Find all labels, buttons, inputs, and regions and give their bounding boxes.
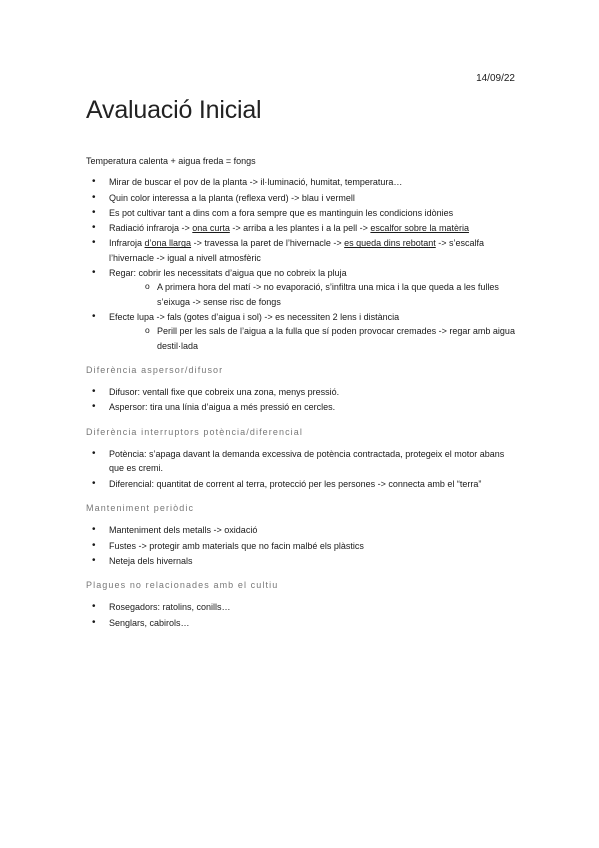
list-item: • Senglars, cabirols… [86,616,516,630]
list-item [86,236,516,265]
underlined-text: d’ona llarga [144,238,192,249]
list-item [86,310,516,353]
list-item: • Aspersor: tira una línia d’aigua a més pressió en cercles. [86,400,516,414]
section-list [86,523,516,568]
list-text: -> arriba a les plantes i a la pell -> [229,223,371,234]
underlined-text: es queda dins rebotant [344,238,436,249]
section-list [86,447,516,491]
list-item: • Diferencial: quantitat de corrent al terra, protecció per les persones -> connecta amb el “terra” [86,477,516,491]
list-item: • Fustes -> protegir amb materials que no facin malbé els plàstics [86,539,516,553]
sub-list [109,324,516,353]
list-text: Infraroja [109,238,145,249]
list-item [86,266,516,309]
list-item: • Rosegadors: ratolins, conills… [86,600,516,614]
list-text: -> s’escalfa l’hivernacle -> igual a nivell atmosfèric [109,238,485,263]
list-text: Radiació infraroja -> [109,223,193,234]
list-item: • Mirar de buscar el pov de la planta -> il·luminació, humitat, temperatura… [86,175,516,189]
list-item [86,221,516,235]
section-list [86,385,516,415]
list-text: Regar: cobrir les necessitats d’aigua que no cobreix la pluja [109,268,347,279]
list-item: • Quin color interessa a la planta (reflexa verd) -> blau i vermell [86,191,516,205]
section-heading: Diferència aspersor/difusor [86,364,224,375]
list-item: • Manteniment dels metalls -> oxidació [86,523,516,537]
underlined-text: ona curta [192,223,230,234]
list-item: • Potència: s’apaga davant la demanda excessiva de potència contractada, protegeix el motor abans que es cremi. [86,447,516,476]
document-date: 14/09/22 [476,73,515,84]
list-text: -> travessa la paret de l’hivernacle -> [191,238,345,249]
sub-list [109,280,516,309]
main-list [86,175,516,353]
intro-line: Temperatura calenta + aigua freda = fongs [86,156,256,166]
sub-list-item: o A primera hora del matí -> no evaporació, s’infiltra una mica i la que queda a les fulles s’eixuga -> sense risc de fongs [109,280,516,309]
document-body [86,154,516,638]
sub-list-item: o Perill per les sals de l’aigua a la fulla que sí poden provocar cremades -> regar amb aigua destil·lada [109,324,516,353]
section-heading: Manteniment periòdic [86,502,195,513]
list-item: • Difusor: ventall fixe que cobreix una zona, menys pressió. [86,385,516,399]
underlined-text: escalfor sobre la matèria [370,223,469,234]
list-item: • Neteja dels hivernals [86,554,516,568]
section-list [86,600,516,630]
list-item: • Es pot cultivar tant a dins com a fora sempre que es mantinguin les condicions idònies [86,206,516,220]
section-heading: Diferència interruptors potència/diferencial [86,426,303,437]
document-title: Avaluació Inicial [86,96,262,124]
section-heading: Plagues no relacionades amb el cultiu [86,580,279,591]
list-text: Efecte lupa -> fals (gotes d’aigua i sol) -> es necessiten 2 lens i distància [109,311,400,322]
